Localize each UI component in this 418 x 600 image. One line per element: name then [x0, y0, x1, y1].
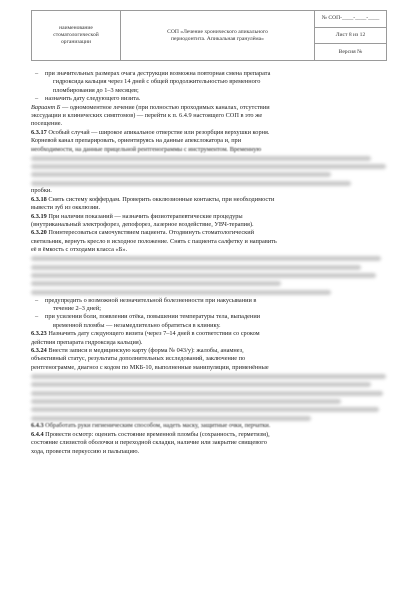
- sop-number: № СОП-____-____-____: [315, 11, 386, 28]
- text-line: хода, провести перкуссию и пальпацию.: [31, 447, 140, 455]
- text-line: действия препарата гидроксида кальция).: [31, 338, 143, 346]
- text-line: её в ёмкость с отходами класса «Б».: [31, 246, 128, 254]
- text-line: гидроксида кальция через 14 дней с общей продолжительностью временного: [53, 78, 261, 86]
- clause-text: При наличии показаний — назначить физиотерапевтические процедуры: [46, 212, 243, 220]
- text-line: течение 2–3 дней;: [53, 304, 101, 312]
- text-line: объективный статус, результаты дополнительных исследований, заключение по: [31, 355, 246, 363]
- org-line: стоматологической: [53, 32, 99, 38]
- paragraph-line: [31, 229, 387, 237]
- redacted-line: [31, 154, 387, 162]
- text-line: (внутриканальный электрофорез, депофорез, лазерное воздействие, УВЧ-терапия).: [31, 221, 254, 229]
- sop-title-line: периодонтита. Апикальная гранулёма»: [171, 35, 264, 42]
- redacted-line: [31, 255, 387, 263]
- organization-cell: [32, 11, 121, 60]
- clause-text: Назначить дату следующего визита (через 7–14 дней в соответствии со сроком: [46, 330, 260, 338]
- clause-text: Обработать руки гигиеническим способом, надеть маску, защитные очки, перчатки.: [43, 422, 271, 430]
- clause-number: 6.3.23: [31, 330, 47, 338]
- paragraph-line: [31, 347, 387, 355]
- clause-number: 6.4.4: [31, 430, 44, 438]
- list-item: – при усилении боли, появлении отёка, повышении температуры тела, выпадении: [31, 313, 387, 321]
- sop-title-line: СОП «Лечение хронического апикального: [167, 28, 268, 35]
- clause-text: Особый случай — широкое апикальное отверстие или резорбция верхушки корня.: [46, 128, 270, 136]
- text-line: состояние слизистой оболочки и переходной складки, наличие или закрытие свищевого: [31, 439, 267, 447]
- clause-text: Провести осмотр: оценить состояние временной пломбы (сохранность, герметизм),: [43, 430, 270, 438]
- text-line: экссудации и клинических симптомов) — перейти к п. 6.4.9 настоящего СОП в это же: [31, 111, 263, 119]
- paragraph-line: [31, 213, 387, 221]
- variant-text: — одномоментное лечение (при полностью проходимых каналах, отсутствии: [60, 103, 270, 111]
- redacted-line: [31, 414, 387, 422]
- redacted-line: [31, 380, 387, 388]
- paragraph-line: [31, 330, 387, 338]
- redacted-line: [31, 271, 387, 279]
- redacted-line: [31, 397, 387, 405]
- clause-number: 6.3.24: [31, 346, 47, 354]
- text-line: рентгенограмме, диагноз с кодом по МКБ-10, выполненные манипуляции, применённые: [31, 363, 269, 371]
- text-line: посещение.: [31, 120, 63, 128]
- clause-text: Внести записи в медицинскую карту (форма № 043/у): жалобы, анамнез,: [46, 346, 244, 354]
- paragraph-line: [31, 104, 387, 112]
- clause-text: Поинтересоваться самочувствием пациента. Отодвинуть стоматологический: [46, 229, 254, 237]
- redacted-line: [31, 162, 387, 170]
- paragraph-line: [31, 422, 387, 430]
- sop-header-table: [31, 10, 387, 61]
- text-line: пробки.: [31, 187, 52, 195]
- sheet-number: Лист 8 из 12: [315, 28, 386, 45]
- paragraph-line: [31, 196, 387, 204]
- list-item: – предупредить о возможной незначительной болезненности при накусывании в: [31, 297, 387, 305]
- clause-number: 6.3.17: [31, 128, 47, 136]
- clause-number: 6.3.20: [31, 229, 47, 237]
- text-line: временной пломбы — незамедлительно обратиться в клинику.: [53, 321, 221, 329]
- sop-title-cell: [121, 11, 315, 60]
- list-item: – при значительных размерах очага деструкции возможна повторная смена препарата: [31, 70, 387, 78]
- version-number: Версия №: [338, 48, 363, 55]
- org-line: наименование: [59, 25, 93, 31]
- text-line: вывести зуб из окклюзии.: [31, 204, 101, 212]
- redacted-line: [31, 280, 387, 288]
- text-line: светильник, вернуть кресло в исходное положение. Снять с пациента салфетку и направить: [31, 237, 277, 245]
- org-line: организации: [60, 39, 92, 45]
- paragraph-line: [31, 129, 387, 137]
- clause-number: 6.3.19: [31, 212, 47, 220]
- clause-text: Снять систему коффердам. Проверить окклюзионные контакты, при необходимости: [46, 195, 275, 203]
- text-line: необходимости, на данные прицельной рентгенограммы с инструментом. Временную: [31, 145, 262, 153]
- document-body: [31, 70, 387, 456]
- redacted-line: [31, 389, 387, 397]
- clause-number: 6.4.3: [31, 422, 44, 430]
- list-item: – назначить дату следующего визита.: [31, 95, 387, 103]
- redacted-line: [31, 372, 387, 380]
- redacted-line: [31, 288, 387, 296]
- redacted-line: [31, 263, 387, 271]
- clause-number: 6.3.18: [31, 195, 47, 203]
- variant-label: Вариант Б: [31, 103, 61, 111]
- redacted-line: [31, 406, 387, 414]
- redacted-line: [31, 171, 387, 179]
- redacted-line: [31, 179, 387, 187]
- text-line: пломбирования до 1–3 месяцев;: [53, 86, 139, 94]
- paragraph-line: [31, 431, 387, 439]
- sop-meta-cell: [315, 11, 386, 60]
- text-line: Корневой канал препарировать, ориентируясь на данные апекслокатора и, при: [31, 137, 242, 145]
